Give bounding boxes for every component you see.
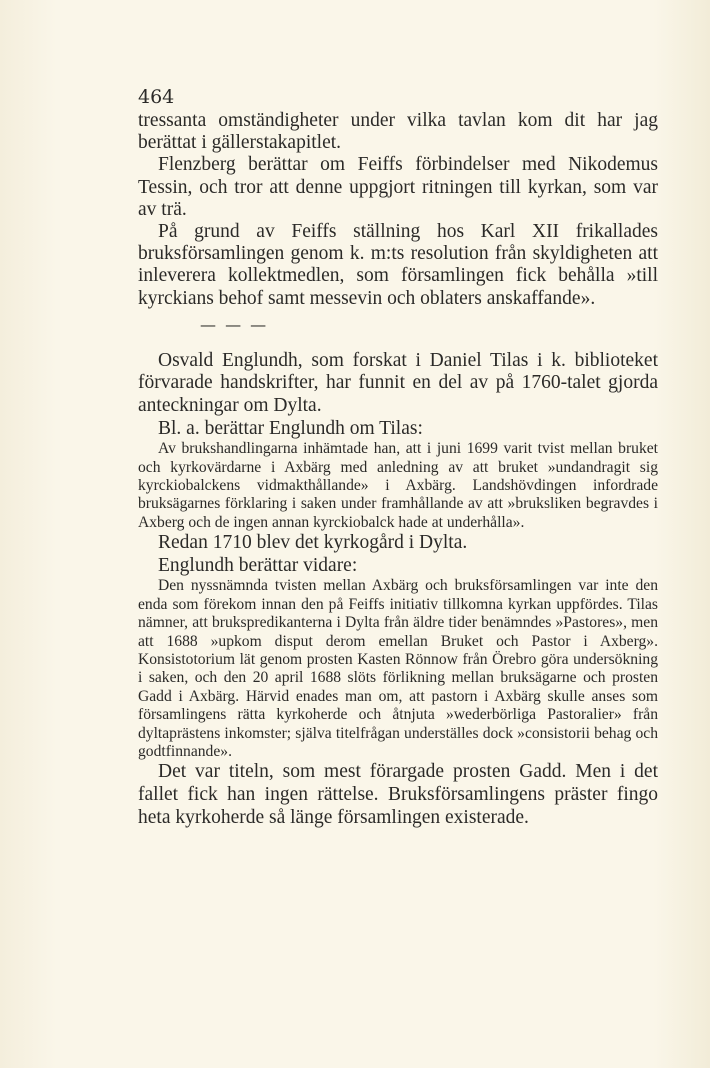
quote-tvisten: Den nyssnämnda tvisten mellan Axbärg och bruksförsamlingen var inte den enda som förekom innan den på Feiffs initiativ tillkomna kyrkan uppfördes. Tilas nämner, att brukspredikanterna i Dylta från äldre tider benämndes »Pastores», men att 1688 »upkom disput derom emellan Bruket och Pastor i Axberg». Konsistotorium lät genom prosten Kasten Rönnow från Örebro göra undersökning i saken, och den 20 april 1688 slöts förlikning mellan bruksägarne och prosten Gadd i Axbärg. Härvid enades man om, att pastorn i Axbärg skulle anses som församlingens rätta kyrkoherde och åtnjuta »wederbörliga Pastoralier» från dyltaprästens inkomster; själva titelfrågan underställes dock »consistorii behag och godtfinnande». (138, 577, 658, 761)
page-content (138, 86, 658, 829)
paragraph-flenzberg: Flenzberg berättar om Feiffs förbindelser med Nikodemus Tessin, och tror att denne uppgjort ritningen till kyrkan, som var av trä. (138, 154, 658, 220)
spacer (138, 340, 658, 350)
paragraph-titeln: Det var titeln, som mest förargade prosten Gadd. Men i det fallet fick han ingen rättelse. Bruksförsamlingens präster fingo heta kyrkoherde så länge församlingen existerade. (138, 761, 658, 828)
section-separator: — — — (200, 314, 269, 334)
quote-brukshandlingarna: Av brukshandlingarna inhämtade han, att i juni 1699 varit tvist mellan bruket och kyrkovärdarne i Axbärg med anledning av att bruket »undandragit sig kyrckiobalckens vidmakthållande» i Axbärg. Landshövdingen infordrade bruksägarnes förklaring i saken under framhållande av att »bruksliken begravdes i Axberg och de ingen annan kyrckiobalck hade at underhålla». (138, 440, 658, 531)
paragraph-englundh: Osvald Englundh, som forskat i Daniel Tilas i k. biblioteket förvarade handskrifter, har funnit en del av på 1760-talet gjorda anteckningar om Dylta. (138, 349, 658, 417)
paragraph-feiff-karl-xii: På grund av Feiffs ställning hos Karl XII frikallades bruksförsamlingen genom k. m:ts resolution från skyldigheten att inleverera kollektmedlen, som församlingen fick behålla »till kyrckians behof samt messevin och oblaters anskaffande». (138, 221, 658, 309)
paragraph-englundh-vidare: Englundh berättar vidare: (158, 554, 358, 576)
paragraph-continuation: tressanta omständigheter under vilka tavlan kom dit har jag berättat i gällerstakapitlet. (138, 110, 658, 154)
paragraph-englundh-tilas: Bl. a. berättar Englundh om Tilas: (158, 417, 423, 439)
page-number: 464 (138, 86, 175, 108)
paragraph-kyrkogard: Redan 1710 blev det kyrkogård i Dylta. (158, 532, 468, 554)
